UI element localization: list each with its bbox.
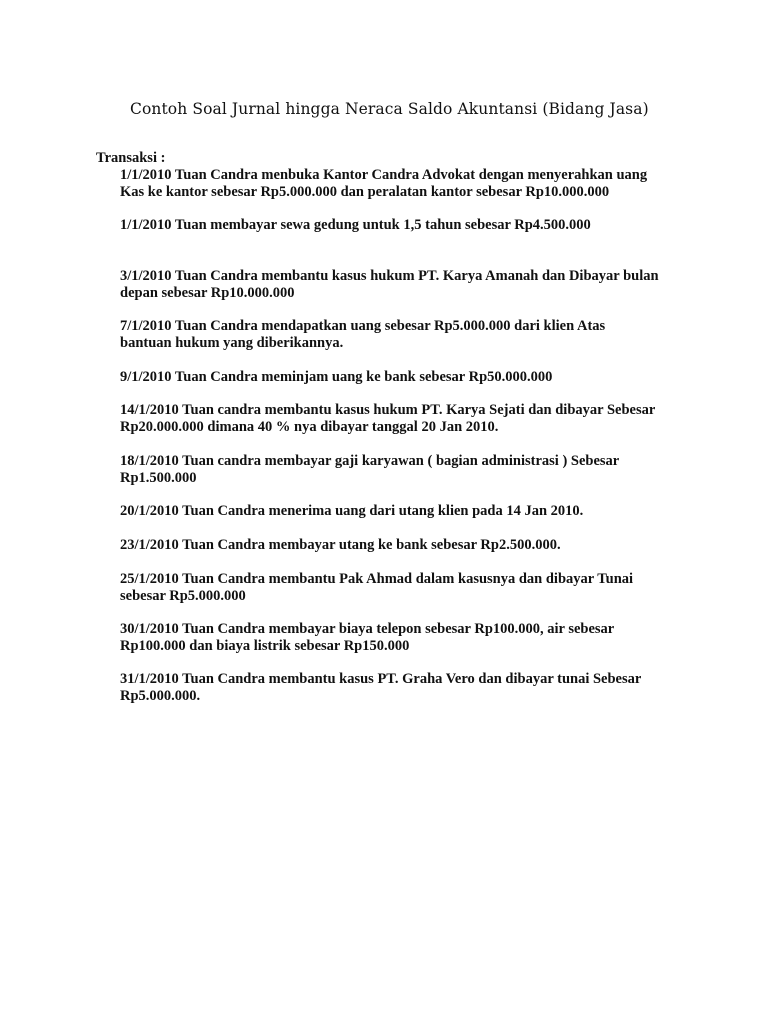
transaction-line: 20/1/2010 Tuan Candra menerima uang dari utang klien pada 14 Jan 2010. — [120, 503, 584, 519]
transaction-line: 25/1/2010 Tuan Candra membantu Pak Ahmad dalam kasusnya dan dibayar Tunai — [120, 571, 634, 587]
transaction-item — [120, 318, 720, 352]
transaction-line: 1/1/2010 Tuan membayar sewa gedung untuk 1,5 tahun sebesar Rp4.500.000 — [120, 217, 591, 233]
transaction-line: 1/1/2010 Tuan Candra menbuka Kantor Candra Advokat dengan menyerahkan uang — [120, 167, 648, 183]
transaction-line: sebesar Rp5.000.000 — [120, 588, 246, 604]
transaction-line: 3/1/2010 Tuan Candra membantu kasus hukum PT. Karya Amanah dan Dibayar bulan — [120, 268, 659, 284]
section-label-transaksi: Transaksi : — [96, 150, 166, 166]
transaction-line: 30/1/2010 Tuan Candra membayar biaya telepon sebesar Rp100.000, air sebesar — [120, 621, 615, 637]
transaction-item — [120, 503, 720, 520]
transaction-item — [120, 621, 720, 655]
document-title: Contoh Soal Jurnal hingga Neraca Saldo Akuntansi (Bidang Jasa) — [130, 100, 649, 118]
transaction-line: Rp20.000.000 dimana 40 % nya dibayar tanggal 20 Jan 2010. — [120, 419, 499, 435]
transaction-item — [120, 671, 720, 705]
transaction-line: Rp5.000.000. — [120, 688, 201, 704]
transaction-item — [120, 167, 720, 201]
transaction-line: 9/1/2010 Tuan Candra meminjam uang ke bank sebesar Rp50.000.000 — [120, 369, 553, 385]
transaction-item — [120, 571, 720, 605]
transaction-line: 14/1/2010 Tuan candra membantu kasus hukum PT. Karya Sejati dan dibayar Sebesar — [120, 402, 656, 418]
transaction-item — [120, 369, 720, 386]
transaction-item — [120, 268, 720, 302]
transaction-line: 31/1/2010 Tuan Candra membantu kasus PT. Graha Vero dan dibayar tunai Sebesar — [120, 671, 642, 687]
transaction-item — [120, 402, 720, 436]
transaction-line: Kas ke kantor sebesar Rp5.000.000 dan peralatan kantor sebesar Rp10.000.000 — [120, 184, 610, 200]
transaction-line: depan sebesar Rp10.000.000 — [120, 285, 295, 301]
transaction-item — [120, 453, 720, 487]
transaction-line: 23/1/2010 Tuan Candra membayar utang ke bank sebesar Rp2.500.000. — [120, 537, 561, 553]
transaction-line: Rp1.500.000 — [120, 470, 197, 486]
transaction-line: 18/1/2010 Tuan candra membayar gaji karyawan ( bagian administrasi ) Sebesar — [120, 453, 620, 469]
transaction-item — [120, 537, 720, 554]
transaction-line: bantuan hukum yang diberikannya. — [120, 335, 344, 351]
transaction-line: 7/1/2010 Tuan Candra mendapatkan uang sebesar Rp5.000.000 dari klien Atas — [120, 318, 606, 334]
transaction-line: Rp100.000 dan biaya listrik sebesar Rp150.000 — [120, 638, 410, 654]
transaction-item — [120, 217, 720, 234]
